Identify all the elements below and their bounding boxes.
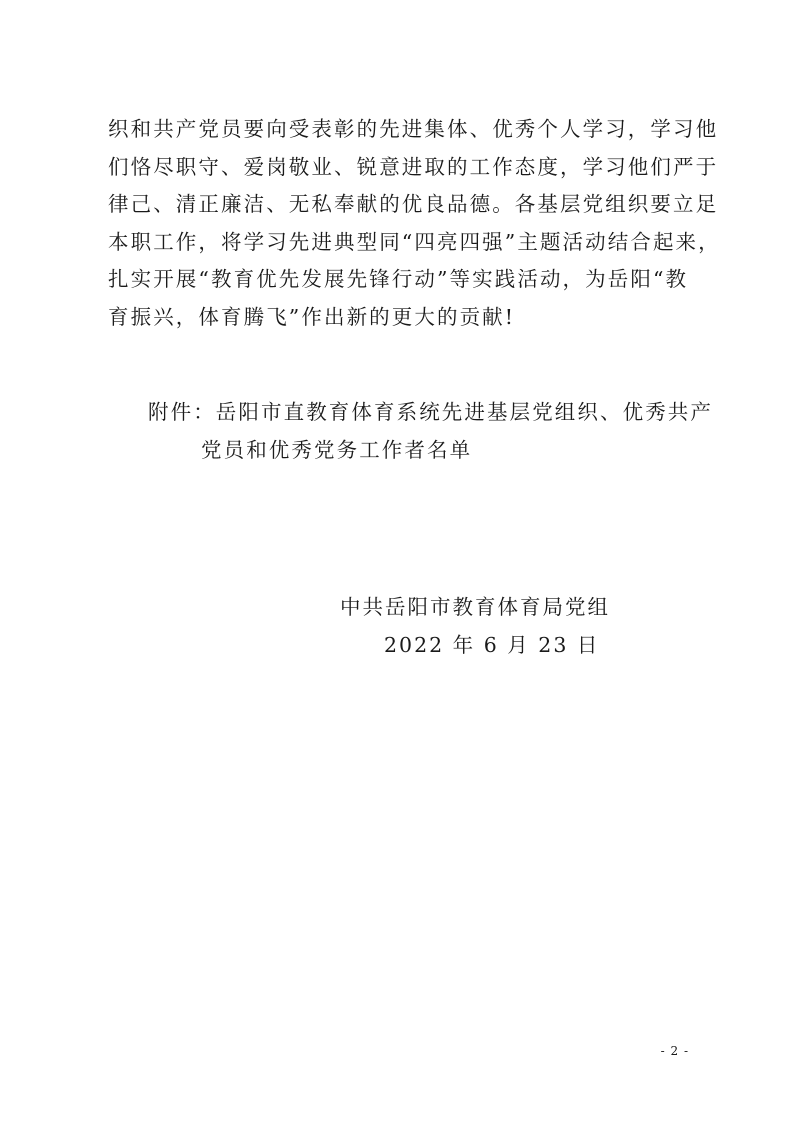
body-line: 育振兴，体育腾飞”作出新的更大的贡献!: [108, 304, 516, 329]
attachment-note: [148, 394, 713, 469]
body-line: 们恪尽职守、爱岗敬业、锐意进取的工作态度，学习他们严于: [108, 154, 719, 179]
body-line: 织和共产党员要向受表彰的先进集体、优秀个人学习，学习他: [108, 117, 719, 141]
body-line: 律己、清正廉洁、无私奉献的优良品德。各基层党组织要立足: [108, 192, 719, 216]
attachment-line-1: 附件：岳阳市直教育体育系统先进基层党组织、优秀共产: [148, 400, 713, 424]
attachment-line-2: 党员和优秀党务工作者名单: [201, 437, 473, 462]
signing-organization: 中共岳阳市教育体育局党组: [340, 595, 610, 619]
body-paragraph: [108, 111, 721, 336]
body-line: 本职工作，将学习先进典型同“四亮四强”主题活动结合起来，: [108, 229, 721, 254]
signature-block: [340, 588, 640, 664]
page-number: - 2 -: [660, 1044, 689, 1058]
signing-date: 2022 年 6 月 23 日: [384, 633, 600, 657]
body-line: 扎实开展“教育优先发展先锋行动”等实践活动，为岳阳“教: [108, 267, 689, 291]
